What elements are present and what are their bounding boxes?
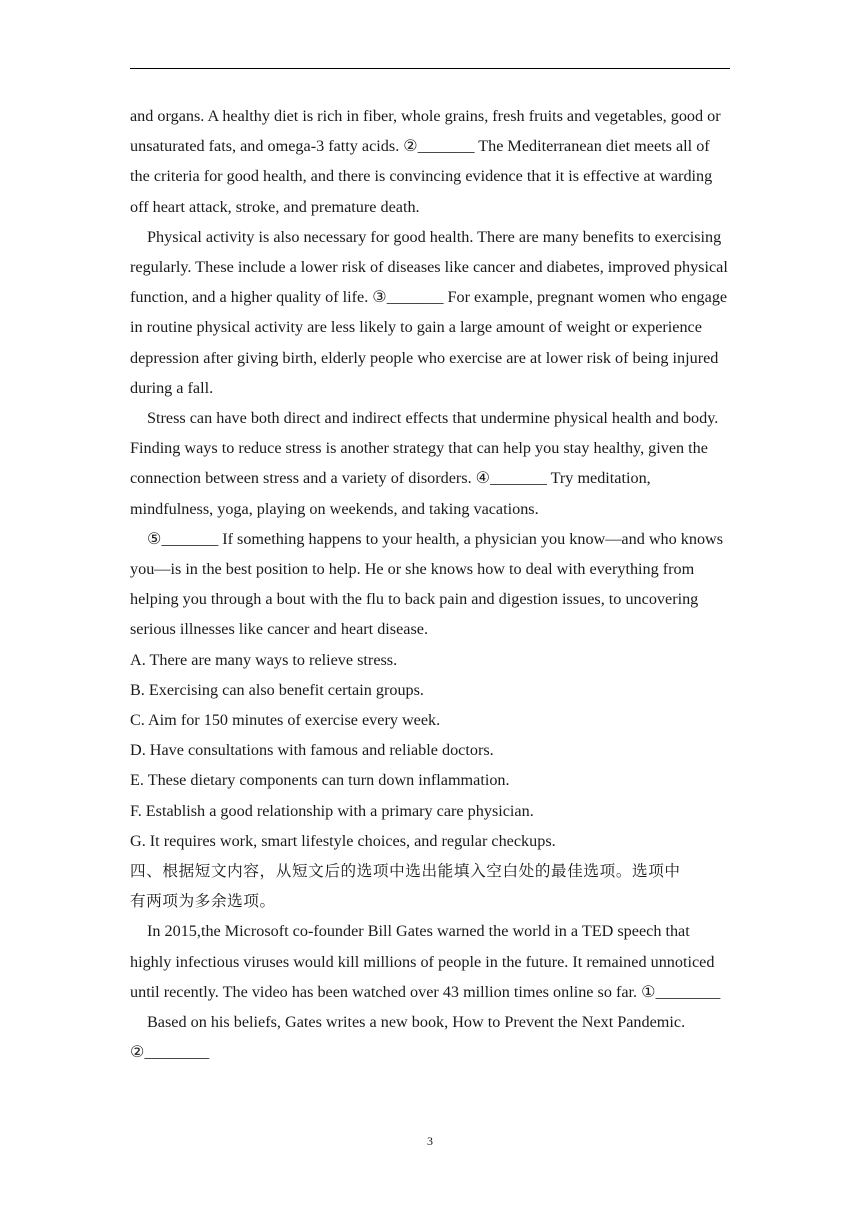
section-instruction-line-1: 四、根据短文内容，从短文后的选项中选出能填入空白处的最佳选项。选项中 [130, 862, 681, 881]
passage-paragraph: and organs. A healthy diet is rich in fiber, whole grains, fresh fruits and vegetables, good or unsaturated fats, and omega-3 fatty acids. ②_______ The Mediterranean diet meets all of the criteria for good health, and there is convincing evidence that it is effective at warding off heart attack, stroke, and premature death. [130, 107, 721, 216]
page-content [130, 101, 730, 1068]
option-f: F. Establish a good relationship with a primary care physician. [130, 801, 534, 820]
option-d: D. Have consultations with famous and reliable doctors. [130, 741, 494, 760]
passage-paragraph: Based on his beliefs, Gates writes a new book, How to Prevent the Next Pandemic. ②________ [130, 1013, 686, 1062]
passage-paragraph: ⑤_______ If something happens to your health, a physician you know—and who knows you—is in the best position to help. He or she knows how to deal with everything from helping you through a bout with the flu to back pain and digestion issues, to uncovering serious illnesses like cancer and heart disease. [130, 529, 724, 639]
section-instruction-line-2: 有两项为多余选项。 [130, 892, 276, 911]
passage-paragraph: In 2015,the Microsoft co-founder Bill Gates warned the world in a TED speech that highly infectious viruses would kill millions of people in the future. It remained unnoticed until recently. The video has been watched over 43 million times online so far. ①________ [130, 922, 721, 1001]
passage-paragraph: Stress can have both direct and indirect effects that undermine physical health and body. Finding ways to reduce stress is another strategy that can help you stay healthy, given the connection between stress and a variety of disorders. ④_______ Try meditation, mindfulness, yoga, playing on weekends, and taking vacations. [130, 409, 719, 518]
passage-paragraph: Physical activity is also necessary for good health. There are many benefits to exercising regularly. These include a lower risk of diseases like cancer and diabetes, improved physical function, and a higher quality of life. ③_______ For example, pregnant women who engage in routine physical activity are less likely to gain a large amount of weight or experience depression after giving birth, elderly people who exercise are at lower risk of being injured during a fall. [130, 227, 728, 397]
option-c: C. Aim for 150 minutes of exercise every week. [130, 711, 441, 730]
option-b: B. Exercising can also benefit certain groups. [130, 680, 424, 699]
option-e: E. These dietary components can turn down inflammation. [130, 771, 510, 790]
option-a: A. There are many ways to relieve stress. [130, 650, 398, 669]
page-number: 3 [427, 1134, 433, 1148]
option-g: G. It requires work, smart lifestyle choices, and regular checkups. [130, 831, 556, 850]
header-rule [130, 68, 730, 69]
